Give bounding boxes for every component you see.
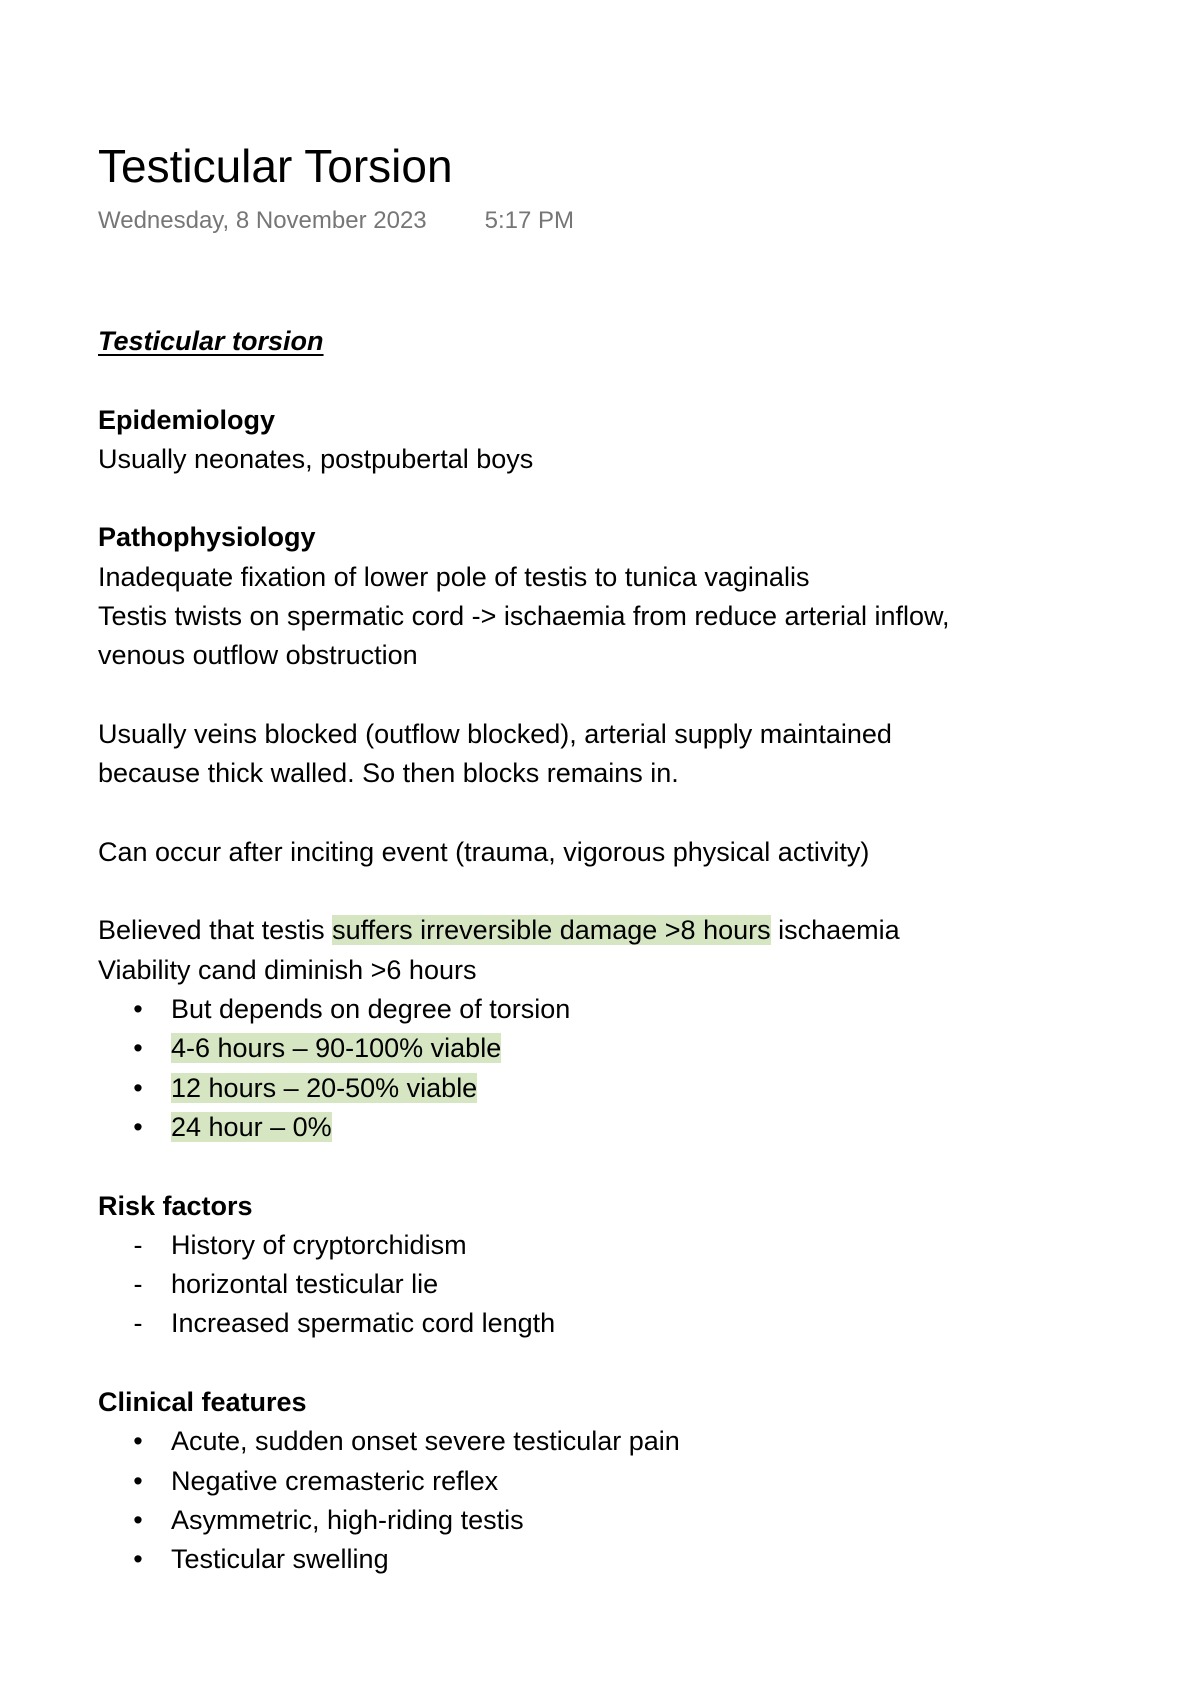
- list-item-text: Negative cremasteric reflex: [171, 1465, 499, 1496]
- damage-prefix: Believed that testis: [98, 915, 333, 946]
- dash-marker: -: [133, 1308, 143, 1339]
- paragraph-line: Can occur after inciting event (trauma, vigorous physical activity): [98, 836, 870, 867]
- list-item: [98, 990, 1138, 1029]
- list-item: [98, 1462, 1138, 1501]
- paragraph-line: because thick walled. So then blocks remains in.: [98, 758, 679, 789]
- note-timestamp: [98, 206, 574, 236]
- list-item-text: Acute, sudden onset severe testicular pain: [171, 1426, 680, 1457]
- bullet-marker: •: [133, 1465, 143, 1496]
- section-heading-risk-factors: Risk factors: [98, 1190, 253, 1221]
- list-item-text: Increased spermatic cord length: [171, 1308, 556, 1339]
- bullet-marker: •: [133, 1111, 143, 1142]
- damage-suffix: ischaemia: [770, 915, 900, 946]
- damage-sentence: [98, 911, 1138, 950]
- list-item-text: History of cryptorchidism: [171, 1229, 467, 1260]
- list-item-text: Testicular swelling: [171, 1544, 389, 1575]
- paragraph-line: venous outflow obstruction: [98, 640, 418, 671]
- list-item: [98, 1304, 1138, 1343]
- list-item-text: But depends on degree of torsion: [171, 994, 571, 1025]
- bullet-marker: •: [133, 1426, 143, 1457]
- section-heading-clinical-features: Clinical features: [98, 1387, 307, 1418]
- list-item: [98, 1540, 1138, 1579]
- paragraph-line: Inadequate fixation of lower pole of testis to tunica vaginalis: [98, 561, 810, 592]
- list-item: [98, 1501, 1138, 1540]
- viability-text: Viability cand diminish >6 hours: [98, 954, 477, 985]
- epidemiology-text: Usually neonates, postpubertal boys: [98, 443, 534, 474]
- document-heading: Testicular torsion: [98, 326, 324, 356]
- list-item: [98, 1069, 1138, 1108]
- bullet-marker: •: [133, 1072, 143, 1103]
- dash-marker: -: [133, 1229, 143, 1260]
- list-item-text: Asymmetric, high-riding testis: [171, 1504, 524, 1535]
- list-item: [98, 1265, 1138, 1304]
- highlighted-text: 12 hours – 20-50% viable: [171, 1072, 478, 1103]
- section-heading-pathophysiology: Pathophysiology: [98, 522, 316, 553]
- paragraph-line: Testis twists on spermatic cord -> ischaemia from reduce arterial inflow,: [98, 601, 950, 632]
- bullet-marker: •: [133, 1033, 143, 1064]
- list-item: [98, 1422, 1138, 1461]
- page-title: Testicular Torsion: [98, 140, 453, 192]
- highlighted-text: 4-6 hours – 90-100% viable: [171, 1033, 502, 1064]
- list-item: [98, 1108, 1138, 1147]
- note-time: 5:17 PM: [484, 207, 575, 234]
- paragraph-line: Usually veins blocked (outflow blocked), arterial supply maintained: [98, 718, 892, 749]
- note-date: Wednesday, 8 November 2023: [98, 207, 427, 234]
- bullet-marker: •: [133, 1544, 143, 1575]
- highlighted-text: 24 hour – 0%: [171, 1111, 332, 1142]
- highlighted-text: suffers irreversible damage >8 hours: [332, 915, 771, 946]
- bullet-marker: •: [133, 994, 143, 1025]
- list-item: [98, 1226, 1138, 1265]
- list-item-text: horizontal testicular lie: [171, 1269, 439, 1300]
- dash-marker: -: [133, 1269, 143, 1300]
- section-heading-epidemiology: Epidemiology: [98, 404, 276, 435]
- list-item: [98, 1029, 1138, 1068]
- bullet-marker: •: [133, 1504, 143, 1535]
- note-body[interactable]: [98, 322, 1138, 1580]
